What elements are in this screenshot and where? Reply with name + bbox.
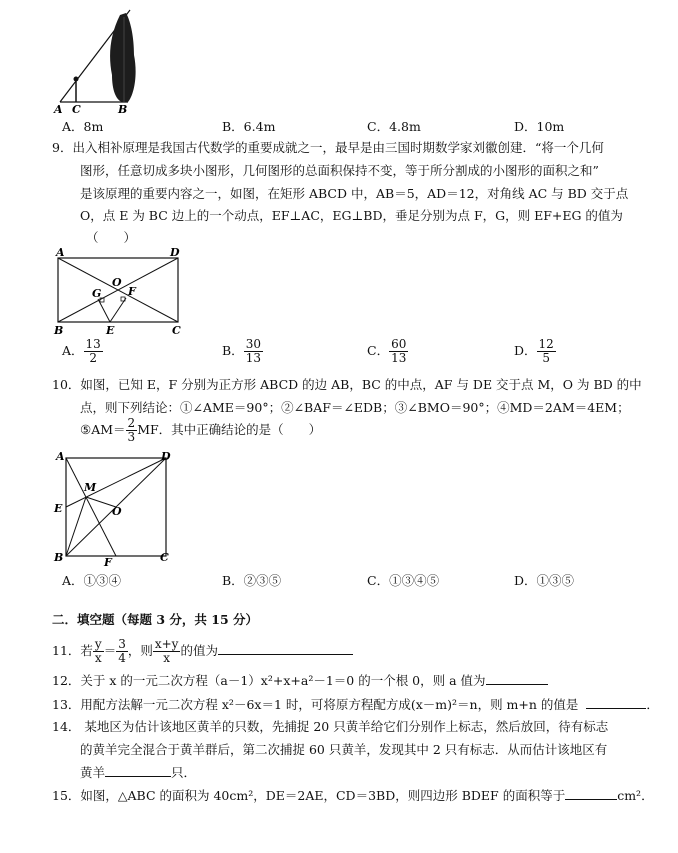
q14-line-1: 14． 某地区为估计该地区黄羊的只数，先捕捉 20 只黄羊给它们分别作上标志，然后放回，待有标志 — [52, 719, 609, 734]
q15: 15．如图，△ABC 的面积为 40cm²，DE＝2AE，CD＝3BD，则四边形 BDEF 的面积等于 cm²． — [52, 788, 654, 803]
q9-answer-bracket: （ ） — [86, 230, 137, 245]
label-A: A — [54, 103, 63, 115]
section-heading-fill-in: 二．填空题（每题 3 分，共 15 分） — [52, 612, 259, 627]
q9-line-3: 是该原理的重要内容之一，如图，在矩形 ABCD 中，AB＝5，AD＝12，对角线 AC 与 BD 交于点 — [80, 186, 629, 201]
label-B: B — [118, 103, 128, 115]
label-A: A — [56, 450, 65, 463]
label-C: C — [160, 551, 169, 564]
label-A: A — [56, 248, 65, 259]
q8-option-a[interactable]: A．8m — [62, 119, 104, 134]
q9-line-1: 9．出入相补原理是我国古代数学的重要成就之一，最早是由三国时期数学家刘徽创建．“将一个几何 — [52, 140, 604, 155]
label-C: C — [172, 324, 181, 336]
q9-line-4: O，点 E 为 BC 边上的一个动点，EF⊥AC，EG⊥BD，垂足分别为点 F，G，则 EF+EG 的值为 — [80, 208, 623, 223]
label-E: E — [54, 502, 63, 515]
q10-option-b[interactable]: B．②③⑤ — [222, 573, 282, 588]
tree-shape — [110, 13, 136, 102]
q12-answer-blank[interactable] — [486, 672, 548, 685]
segment-ef — [110, 298, 126, 322]
label-F: F — [104, 556, 112, 569]
q13: 13．用配方法解一元二次方程 x²－6x＝1 时，可将原方程配方成(x－m)²＝n，则 m+n 的值是 ． — [52, 697, 659, 712]
q8-option-d[interactable]: D．10m — [514, 119, 565, 134]
label-C: C — [72, 103, 81, 115]
q9-option-c[interactable]: C． $\frac{60}{13}$ — [367, 337, 407, 365]
q10-option-d[interactable]: D．①③⑤ — [514, 573, 575, 588]
q10-line-2: 点，则下列结论：①∠AME＝90°；②∠BAF＝∠EDB；③∠BMO＝90°；④MD＝2AM＝4EM； — [80, 400, 630, 415]
label-F: F — [128, 285, 136, 298]
q14-line-2: 的黄羊完全混合于黄羊群后，第二次捕捉 60 只黄羊，发现其中 2 只有标志．从而估计该地区有 — [80, 742, 608, 757]
label-O: O — [112, 276, 122, 289]
segment-eg — [98, 299, 110, 322]
q14-answer-blank[interactable] — [105, 764, 171, 777]
segment-ed — [66, 458, 166, 507]
q11-answer-blank[interactable] — [218, 642, 353, 655]
q12: 12．关于 x 的一元二次方程（a－1）x²+x+a²－1＝0 的一个根 0，则 a 值为 — [52, 672, 548, 689]
q8-option-c[interactable]: C．4.8m — [367, 119, 421, 134]
q11: 11．若 $\frac{y}{x}$ ＝ $\frac{3}{4}$ ，则 $\frac{x+y}{x}$ 的值为 — [52, 638, 353, 665]
label-M: M — [84, 481, 97, 494]
label-G: G — [92, 287, 102, 300]
q14-line-3: 黄羊 只． — [80, 765, 197, 780]
q9-line-2: 图形，任意切成多块小图形，几何图形的总面积保持不变，等于所分割成的小图形的面积之和” — [80, 163, 599, 178]
label-B: B — [54, 324, 64, 336]
q10-line-1: 10．如图，已知 E，F 分别为正方形 ABCD 的边 AB，BC 的中点，AF 与 DE 交于点 M，O 为 BD 的中 — [52, 377, 642, 392]
label-E: E — [106, 324, 115, 336]
q10-option-a[interactable]: A．①③④ — [62, 573, 122, 588]
q8-option-b[interactable]: B．6.4m — [222, 119, 276, 134]
q9-option-b[interactable]: B． $\frac{30}{13}$ — [222, 337, 261, 365]
label-B: B — [54, 551, 64, 564]
q10-figure — [48, 448, 180, 570]
q9-option-d[interactable]: D． $\frac{12}{5}$ — [514, 337, 554, 365]
q8-figure — [50, 5, 160, 115]
q10-option-c[interactable]: C．①③④⑤ — [367, 573, 440, 588]
label-O: O — [112, 505, 122, 518]
label-D: D — [170, 248, 180, 259]
person-head — [74, 77, 79, 82]
label-D: D — [161, 450, 171, 463]
q15-answer-blank[interactable] — [565, 787, 617, 800]
q9-option-a[interactable]: A． $\frac{13}{2}$ — [62, 337, 101, 365]
segment-af — [66, 458, 116, 556]
q9-figure — [48, 248, 188, 336]
q13-answer-blank[interactable] — [586, 696, 646, 709]
q10-line-3: ⑤AM＝ $\frac{2}{3}$ MF．其中正确结论的是（ ） — [80, 416, 322, 444]
